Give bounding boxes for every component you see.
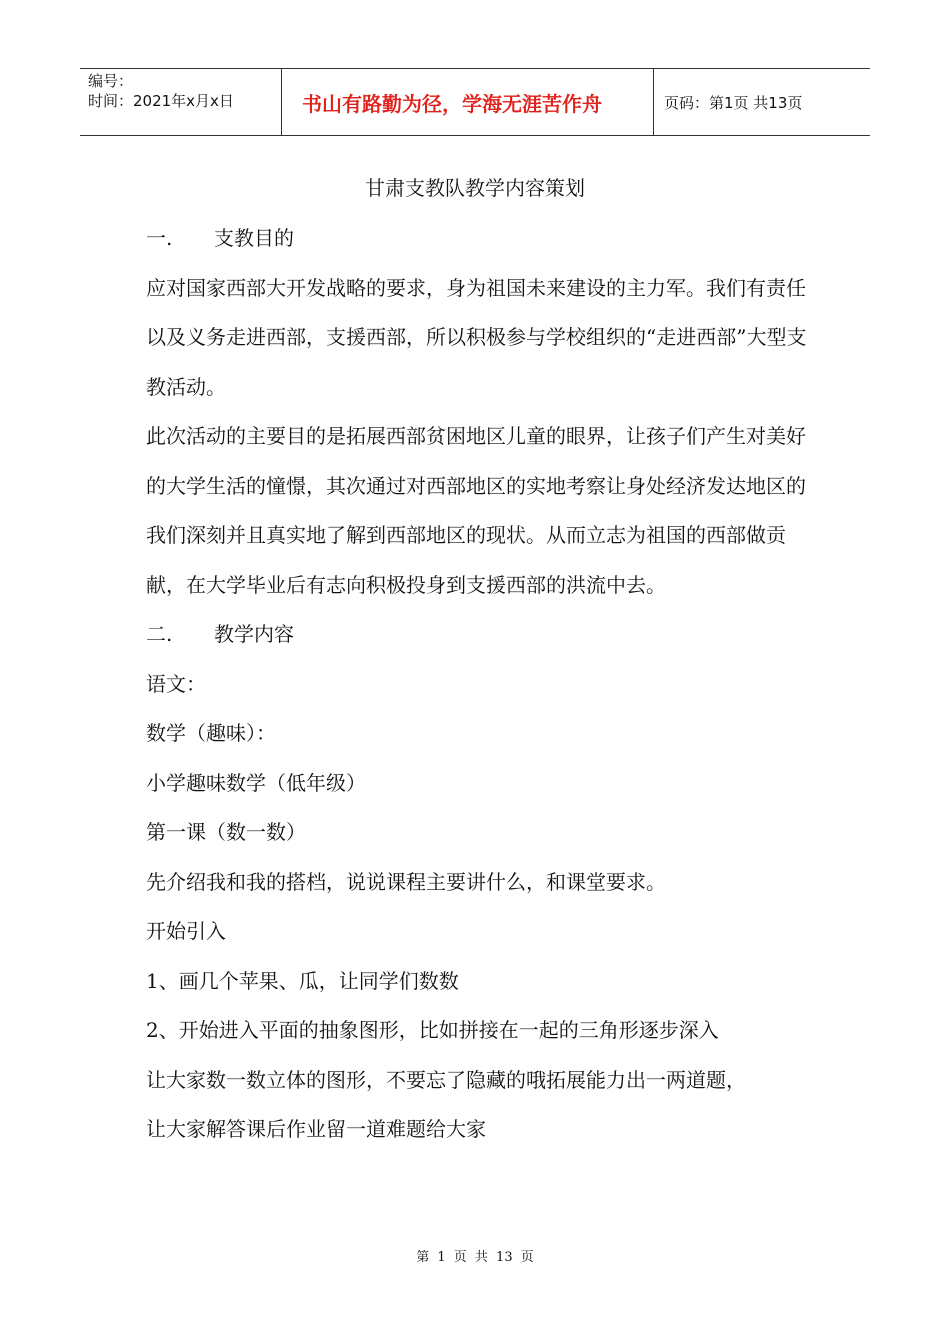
section-title-2: 教学内容 — [214, 622, 294, 646]
text-line: 让大家解答课后作业留一道难题给大家 — [146, 1117, 486, 1141]
paragraph-purpose-2: 此次活动的主要目的是拓展西部贫困地区儿童的眼界，让孩子们产生对美好的大学生活的憧憬，其次通过对西部地区的实地考察让身处经济发达地区的我们深刻并且真实地了解到西部地区的现状。从而立志为祖国的西部做贡献，在大学毕业后有志向积极投身到支援西部的洪流中去。 — [146, 424, 806, 597]
header-meta — [80, 69, 282, 135]
date-label: 时间：2021年x月x日 — [88, 92, 234, 110]
paragraph-purpose-1: 应对国家西部大开发战略的要求，身为祖国未来建设的主力军。我们有责任以及义务走进西部，支援西部，所以积极参与学校组织的“走进西部”大型支教活动。 — [146, 275, 807, 399]
header-page-info: 页码：第1页 共13页 — [664, 93, 803, 112]
text-line: 数学（趣味）： — [146, 721, 276, 745]
text-line: 让大家数一数立体的图形，不要忘了隐藏的哦拓展能力出一两道题， — [146, 1067, 746, 1092]
text-line: 第一课（数一数） — [146, 820, 306, 844]
section-number-1: 一. — [146, 226, 173, 250]
text-line: 2、开始进入平面的抽象图形，比如拼接在一起的三角形逐步深入 — [146, 1018, 719, 1042]
page-footer: 第 1 页 共 13 页 — [416, 1250, 534, 1265]
section-title-1: 支教目的 — [214, 226, 294, 250]
section-heading-2 — [146, 610, 816, 660]
document-header — [80, 68, 870, 136]
header-motto: 书山有路勤为径，学海无涯苦作舟 — [282, 69, 654, 135]
document-body — [146, 214, 816, 1155]
text-line: 小学趣味数学（低年级） — [146, 770, 366, 795]
text-line: 语文： — [146, 671, 206, 696]
text-line: 先介绍我和我的搭档，说说课程主要讲什么，和课堂要求。 — [146, 869, 666, 894]
number-label: 编号： — [88, 72, 134, 90]
section-number-2: 二. — [146, 622, 173, 646]
section-heading-1 — [146, 214, 816, 264]
document-title: 甘肃支教队教学内容策划 — [365, 176, 585, 200]
text-line: 1、画几个苹果、瓜，让同学们数数 — [146, 968, 459, 993]
text-line: 开始引入 — [146, 919, 226, 943]
